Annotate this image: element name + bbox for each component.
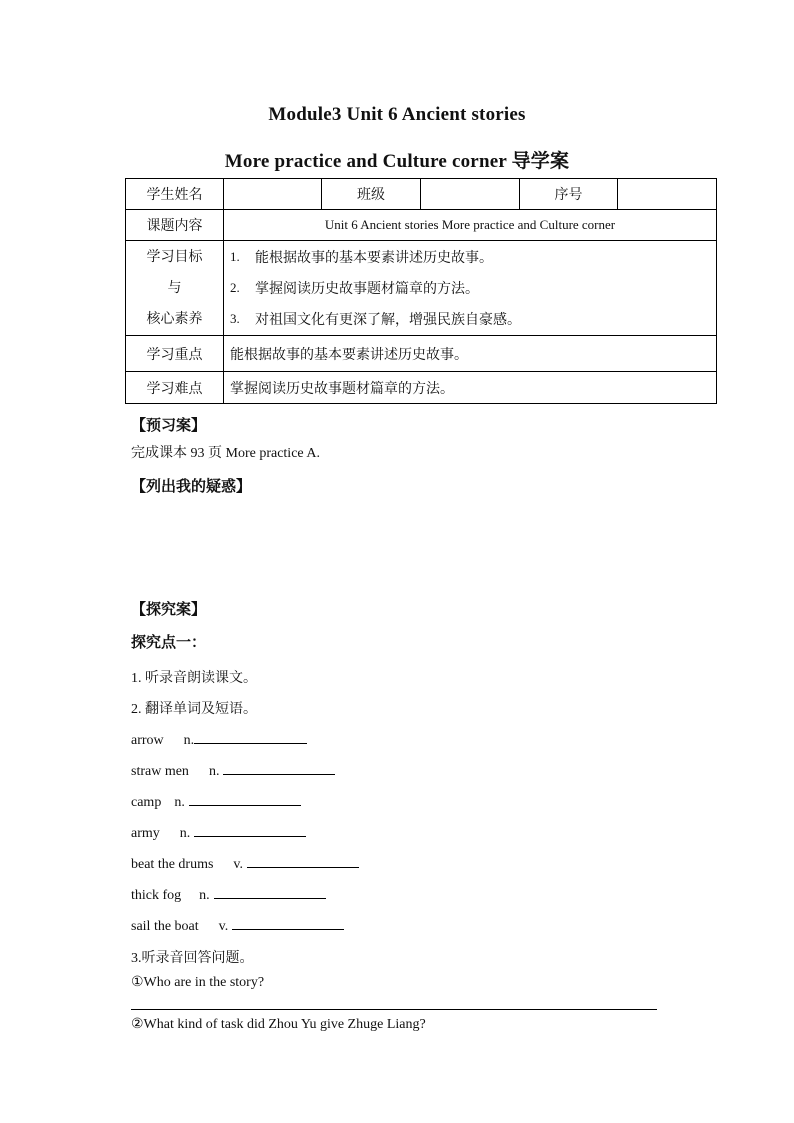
answer-blank[interactable] <box>214 885 326 899</box>
answer-blank[interactable] <box>247 854 359 868</box>
seat-number-field[interactable] <box>618 179 717 210</box>
vocab-word: camp <box>131 795 162 810</box>
step-listen-read: 1. 听录音朗读课文。 <box>131 671 257 686</box>
vocab-pos: v. <box>218 919 229 934</box>
question-1: ①Who are in the story? <box>131 975 265 990</box>
vocab-row <box>131 854 359 873</box>
key-point-label: 学习重点 <box>126 336 224 372</box>
step-listen-answer: 3.听录音回答问题。 <box>131 951 254 966</box>
difficulty-label: 学习难点 <box>126 372 224 404</box>
preview-task: 完成课本 93 页 More practice A. <box>131 446 320 461</box>
goal-text: 能根据故事的基本要素讲述历史故事。 <box>255 251 493 266</box>
doubts-heading: 【列出我的疑惑】 <box>131 479 252 495</box>
explore-heading: 【探究案】 <box>131 602 207 618</box>
vocab-word: arrow <box>131 733 164 748</box>
vocab-pos: n. <box>208 764 220 779</box>
topic-label: 课题内容 <box>126 210 224 241</box>
answer-blank[interactable] <box>194 823 306 837</box>
student-name-field[interactable] <box>224 179 322 210</box>
vocab-pos: n. <box>199 888 210 903</box>
goals-label-line1: 学习目标 <box>146 249 203 265</box>
vocab-row <box>131 761 335 780</box>
explore-point-one: 探究点一： <box>131 635 207 651</box>
vocab-word: sail the boat <box>131 919 199 934</box>
goal-item <box>224 242 716 273</box>
answer-blank[interactable] <box>189 792 301 806</box>
topic-value: Unit 6 Ancient stories More practice and Culture corner <box>224 210 717 241</box>
vocab-word: straw men <box>131 764 189 779</box>
vocab-row <box>131 792 301 811</box>
difficulty-value: 掌握阅读历史故事题材篇章的方法。 <box>224 372 717 404</box>
answer-blank[interactable] <box>232 916 344 930</box>
goals-list <box>224 241 717 336</box>
goals-label-line2: 与 <box>167 280 182 296</box>
question-2: ②What kind of task did Zhou Yu give Zhuge Liang? <box>131 1017 426 1032</box>
vocab-word: army <box>131 826 160 841</box>
vocab-word: beat the drums <box>131 857 214 872</box>
answer-line-1[interactable] <box>131 1009 657 1010</box>
goal-text: 对祖国文化有更深了解，增强民族自豪感。 <box>255 313 521 328</box>
preview-heading: 【预习案】 <box>131 418 207 434</box>
seat-number-label: 序号 <box>520 179 618 210</box>
vocab-word: thick fog <box>131 888 182 903</box>
vocab-pos: n. <box>174 795 185 810</box>
goal-item <box>224 273 716 304</box>
document-subtitle: More practice and Culture corner 导学案 <box>224 151 570 172</box>
vocab-row <box>131 885 326 904</box>
class-label: 班级 <box>322 179 421 210</box>
info-table <box>125 178 717 404</box>
step-translate: 2. 翻译单词及短语。 <box>131 702 257 717</box>
document-title: Module3 Unit 6 Ancient stories <box>268 104 526 125</box>
goals-label-cell <box>126 241 224 336</box>
goal-number: 2. <box>230 280 240 295</box>
goals-label-line3: 核心素养 <box>146 311 203 327</box>
answer-blank[interactable] <box>194 730 307 744</box>
answer-blank[interactable] <box>223 761 335 775</box>
vocab-row <box>131 916 344 935</box>
goal-number: 1. <box>230 249 240 264</box>
vocab-row <box>131 730 307 749</box>
vocab-row <box>131 823 306 842</box>
goal-text: 掌握阅读历史故事题材篇章的方法。 <box>255 282 479 297</box>
vocab-pos: v. <box>233 857 244 872</box>
student-name-label: 学生姓名 <box>126 179 224 210</box>
vocab-pos: n. <box>183 733 195 748</box>
class-field[interactable] <box>421 179 520 210</box>
key-point-value: 能根据故事的基本要素讲述历史故事。 <box>224 336 717 372</box>
vocab-pos: n. <box>179 826 191 841</box>
goal-item <box>224 304 716 335</box>
goal-number: 3. <box>230 311 240 326</box>
